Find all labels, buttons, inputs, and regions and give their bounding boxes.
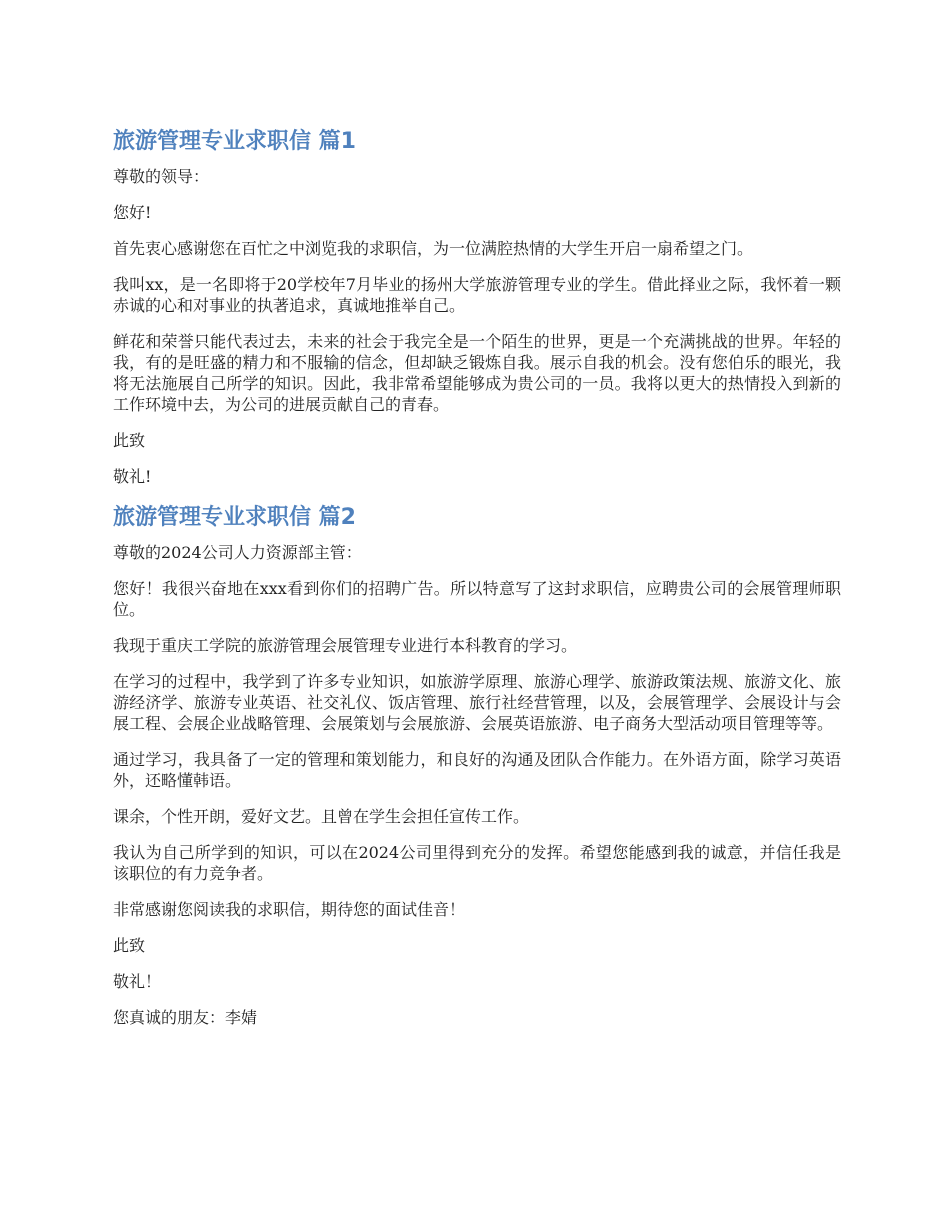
body-paragraph: 通过学习，我具备了一定的管理和策划能力，和良好的沟通及团队合作能力。在外语方面，除学习英语外，还略懂韩语。 xyxy=(113,750,841,790)
section-heading-2: 旅游管理专业求职信 篇2 xyxy=(113,505,356,530)
body-paragraph: 我叫xx，是一名即将于20学校年7月毕业的扬州大学旅游管理专业的学生。借此择业之际，我怀着一颗赤诚的心和对事业的执著追求，真诚地推举自己。 xyxy=(113,275,841,315)
body-paragraph: 我认为自己所学到的知识，可以在2024公司里得到充分的发挥。希望您能感到我的诚意，并信任我是该职位的有力竞争者。 xyxy=(113,843,841,883)
signature: 您真诚的朋友：李婧 xyxy=(113,1008,258,1027)
greeting: 您好! xyxy=(113,203,152,222)
salutation: 尊敬的2024公司人力资源部主管： xyxy=(113,543,362,562)
body-paragraph: 首先衷心感谢您在百忙之中浏览我的求职信，为一位满腔热情的大学生开启一扇希望之门。 xyxy=(113,239,754,258)
body-paragraph: 我现于重庆工学院的旅游管理会展管理专业进行本科教育的学习。 xyxy=(113,636,578,655)
closing-line: 此致 xyxy=(113,431,146,450)
section-heading-1: 旅游管理专业求职信 篇1 xyxy=(113,129,356,154)
body-paragraph: 您好！我很兴奋地在xxx看到你们的招聘广告。所以特意写了这封求职信，应聘贵公司的会展管理师职位。 xyxy=(113,579,841,619)
body-paragraph: 在学习的过程中，我学到了许多专业知识，如旅游学原理、旅游心理学、旅游政策法规、旅游文化、旅游经济学、旅游专业英语、社交礼仪、饭店管理、旅行社经营管理，以及，会展管理学、会展设计与会展工程、会展企业战略管理、会展策划与会展旅游、会展英语旅游、电子商务大型活动项目管理等等。 xyxy=(113,672,841,733)
closing-salute: 敬礼! xyxy=(113,467,152,486)
closing-line: 此致 xyxy=(113,936,146,955)
body-paragraph: 非常感谢您阅读我的求职信，期待您的面试佳音！ xyxy=(113,900,466,919)
body-paragraph: 鲜花和荣誉只能代表过去，未来的社会于我完全是一个陌生的世界，更是一个充满挑战的世界。年轻的我，有的是旺盛的精力和不服输的信念，但却缺乏锻炼自我。展示自我的机会。没有您伯乐的眼光，我将无法施展自己所学的知识。因此，我非常希望能够成为贵公司的一员。我将以更大的热情投入到新的工作环境中去，为公司的进展贡献自己的青春。 xyxy=(113,332,841,414)
body-paragraph: 课余，个性开朗，爱好文艺。且曾在学生会担任宣传工作。 xyxy=(113,807,530,826)
closing-salute: 敬礼！ xyxy=(113,972,162,991)
salutation: 尊敬的领导： xyxy=(113,167,210,186)
document-page xyxy=(113,126,841,1043)
